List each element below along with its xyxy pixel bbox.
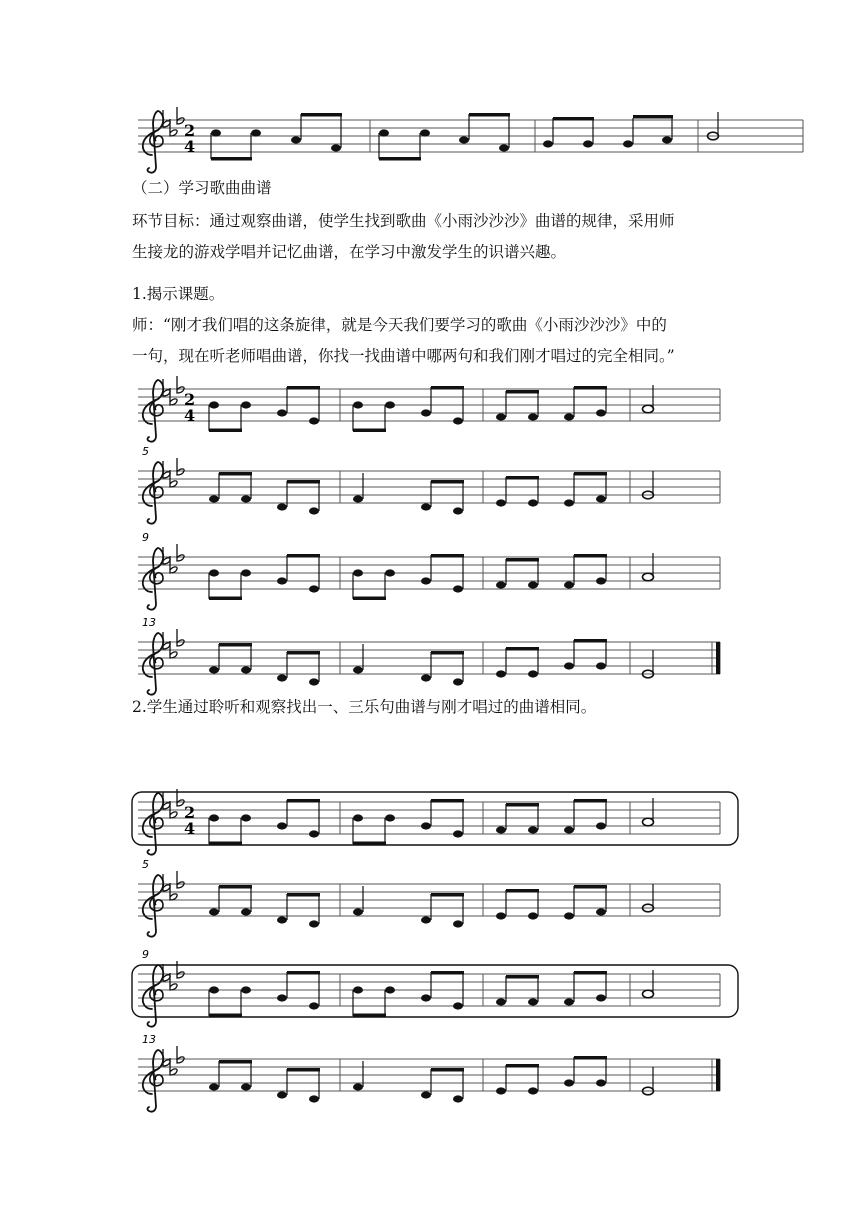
- eighth-note: [385, 569, 395, 576]
- measure-number: 13: [142, 616, 156, 629]
- goal-line-1: 环节目标：通过观察曲谱，使学生找到歌曲《小雨沙沙沙》曲谱的规律，采用师: [132, 212, 675, 230]
- eighth-note: [421, 1091, 431, 1098]
- measure-number: 5: [142, 445, 149, 458]
- measure-number: 9: [142, 948, 149, 961]
- eighth-note: [528, 581, 538, 588]
- note-beam: [574, 472, 607, 476]
- eighth-note: [209, 495, 219, 502]
- quarter-note: [353, 908, 363, 915]
- staff-system: [138, 376, 720, 442]
- eighth-note: [385, 814, 395, 821]
- section-heading: （二）学习歌曲曲谱: [132, 179, 272, 197]
- eighth-note: [241, 569, 251, 576]
- eighth-note: [453, 417, 463, 424]
- eighth-note: [528, 912, 538, 919]
- eighth-note: [496, 499, 506, 506]
- eighth-note: [209, 908, 219, 915]
- staff-top: [138, 107, 803, 173]
- step-1: 1.揭示课题。: [132, 285, 225, 303]
- measure-number: 13: [142, 1033, 156, 1046]
- eighth-note: [421, 577, 431, 584]
- eighth-note: [453, 585, 463, 592]
- note-beam: [287, 971, 320, 975]
- eighth-note: [309, 417, 319, 424]
- note-beam: [431, 893, 464, 897]
- staff-system: [138, 948, 720, 1027]
- svg-text:2: 2: [184, 121, 196, 140]
- eighth-note: [309, 585, 319, 592]
- quarter-note: [353, 1083, 363, 1090]
- half-note: [643, 990, 654, 998]
- note-beam: [574, 639, 607, 643]
- eighth-note: [596, 1079, 606, 1086]
- note-beam: [431, 554, 464, 558]
- eighth-note: [528, 413, 538, 420]
- eighth-note: [309, 830, 319, 837]
- eighth-note: [277, 822, 287, 829]
- eighth-note: [564, 662, 574, 669]
- note-beam: [209, 597, 242, 601]
- note-beam: [506, 647, 539, 651]
- eighth-note: [421, 994, 431, 1001]
- quarter-note: [353, 666, 363, 673]
- eighth-note: [596, 577, 606, 584]
- note-beam: [287, 651, 320, 655]
- time-signature-top: 2: [184, 390, 196, 409]
- note-beam: [431, 1068, 464, 1072]
- staff-system: [138, 1033, 720, 1112]
- eighth-note: [277, 1091, 287, 1098]
- note-beam: [574, 386, 607, 390]
- note-beam: [506, 803, 539, 807]
- note-beam: [287, 554, 320, 558]
- note-beam: [574, 885, 607, 889]
- eighth-note: [596, 822, 606, 829]
- time-signature-bottom: 4: [184, 819, 196, 838]
- eighth-note: [421, 409, 431, 416]
- note-beam: [287, 799, 320, 803]
- eighth-note: [596, 495, 606, 502]
- eighth-note: [453, 1095, 463, 1102]
- eighth-note: [209, 401, 219, 408]
- note-beam: [287, 386, 320, 390]
- note-beam: [219, 472, 252, 476]
- eighth-note: [496, 1087, 506, 1094]
- eighth-note: [241, 1083, 251, 1090]
- staff-system: [138, 616, 720, 695]
- eighth-note: [309, 507, 319, 514]
- eighth-note: [496, 581, 506, 588]
- eighth-note: [496, 912, 506, 919]
- eighth-note: [209, 569, 219, 576]
- note-beam: [431, 480, 464, 484]
- note-beam: [574, 971, 607, 975]
- eighth-note: [564, 998, 574, 1005]
- eighth-note: [277, 577, 287, 584]
- eighth-note: [277, 916, 287, 923]
- measure-number: 9: [142, 531, 149, 544]
- eighth-note: [309, 920, 319, 927]
- note-beam: [506, 975, 539, 979]
- eighth-note: [385, 401, 395, 408]
- eighth-note: [564, 581, 574, 588]
- teacher-line-2: 一句，现在听老师唱曲谱，你找一找曲谱中哪两句和我们刚才唱过的完全相同。”: [132, 347, 675, 365]
- eighth-note: [353, 986, 363, 993]
- eighth-note: [353, 401, 363, 408]
- eighth-note: [528, 1087, 538, 1094]
- half-note: [643, 573, 654, 581]
- half-note: [643, 818, 654, 826]
- note-beam: [431, 386, 464, 390]
- eighth-note: [277, 503, 287, 510]
- eighth-note: [528, 826, 538, 833]
- eighth-note: [241, 666, 251, 673]
- eighth-note: [596, 908, 606, 915]
- eighth-note: [209, 666, 219, 673]
- note-beam: [506, 558, 539, 562]
- note-beam: [287, 1068, 320, 1072]
- eighth-note: [277, 674, 287, 681]
- eighth-note: [353, 569, 363, 576]
- note-beam: [574, 1056, 607, 1060]
- goal-line-2: 生接龙的游戏学唱并记忆曲谱，在学习中激发学生的识谱兴趣。: [132, 243, 567, 261]
- note-beam: [431, 971, 464, 975]
- staff-system: [138, 531, 720, 610]
- eighth-note: [564, 413, 574, 420]
- eighth-note: [309, 678, 319, 685]
- eighth-note: [564, 1079, 574, 1086]
- eighth-note: [277, 409, 287, 416]
- eighth-note: [496, 670, 506, 677]
- eighth-note: [241, 814, 251, 821]
- note-beam: [209, 429, 242, 433]
- teacher-line-1: 师：“刚才我们唱的这条旋律，就是今天我们要学习的歌曲《小雨沙沙沙》中的: [132, 316, 667, 334]
- eighth-note: [241, 495, 251, 502]
- eighth-note: [241, 401, 251, 408]
- eighth-note: [421, 916, 431, 923]
- svg-text:4: 4: [184, 137, 196, 156]
- eighth-note: [209, 814, 219, 821]
- time-signature-bottom: 4: [184, 406, 196, 425]
- quarter-note: [353, 495, 363, 502]
- eighth-note: [496, 413, 506, 420]
- staff-system: [138, 445, 720, 524]
- note-beam: [353, 429, 386, 433]
- eighth-note: [453, 678, 463, 685]
- note-beam: [506, 390, 539, 394]
- eighth-note: [421, 822, 431, 829]
- time-signature-top: 2: [184, 803, 196, 822]
- note-beam: [219, 1060, 252, 1064]
- eighth-note: [564, 826, 574, 833]
- note-beam: [353, 597, 386, 601]
- note-beam: [506, 476, 539, 480]
- note-beam: [506, 889, 539, 893]
- note-beam: [574, 554, 607, 558]
- eighth-note: [528, 499, 538, 506]
- staff-system: [138, 858, 720, 937]
- eighth-note: [528, 998, 538, 1005]
- eighth-note: [309, 1095, 319, 1102]
- eighth-note: [209, 1083, 219, 1090]
- note-beam: [287, 893, 320, 897]
- note-beam: [219, 885, 252, 889]
- eighth-note: [596, 409, 606, 416]
- eighth-note: [496, 998, 506, 1005]
- eighth-note: [277, 994, 287, 1001]
- eighth-note: [453, 920, 463, 927]
- eighth-note: [421, 503, 431, 510]
- note-beam: [219, 643, 252, 647]
- note-beam: [287, 480, 320, 484]
- eighth-note: [528, 670, 538, 677]
- eighth-note: [453, 507, 463, 514]
- half-note: [643, 405, 654, 413]
- note-beam: [431, 651, 464, 655]
- eighth-note: [453, 1002, 463, 1009]
- eighth-note: [353, 814, 363, 821]
- eighth-note: [209, 986, 219, 993]
- eighth-note: [421, 674, 431, 681]
- eighth-note: [241, 908, 251, 915]
- step-2: 2.学生通过聆听和观察找出一、三乐句曲谱与刚才唱过的曲谱相同。: [132, 698, 597, 716]
- eighth-note: [453, 830, 463, 837]
- eighth-note: [385, 986, 395, 993]
- eighth-note: [496, 826, 506, 833]
- note-beam: [431, 799, 464, 803]
- measure-number: 5: [142, 858, 149, 871]
- eighth-note: [564, 912, 574, 919]
- eighth-note: [309, 1002, 319, 1009]
- eighth-note: [596, 994, 606, 1001]
- note-beam: [574, 799, 607, 803]
- eighth-note: [564, 499, 574, 506]
- note-beam: [506, 1064, 539, 1068]
- eighth-note: [241, 986, 251, 993]
- eighth-note: [596, 662, 606, 669]
